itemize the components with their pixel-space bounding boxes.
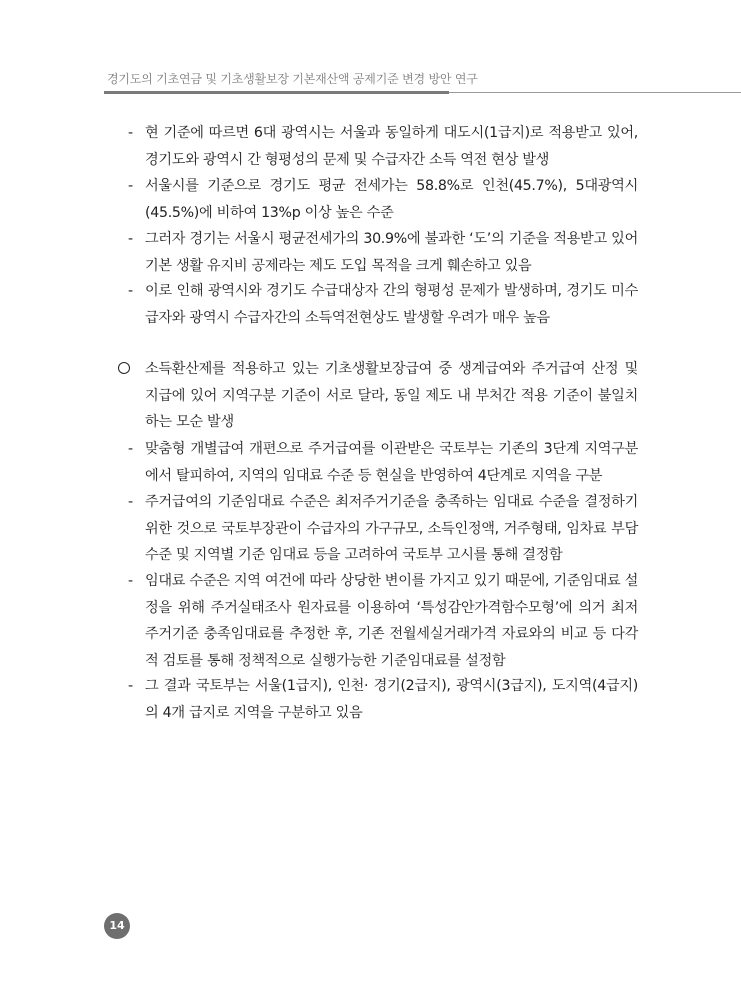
bullet-item	[128, 278, 638, 331]
bullet-text: 맞춤형 개별급여 개편으로 주거급여를 이관받은 국토부는 기존의 3단계 지역구분에서 탈피하여, 지역의 임대료 수준 등 현실을 반영하여 4단계로 지역을 구분	[145, 441, 638, 484]
circle-bullet-text: 소득환산제를 적용하고 있는 기초생활보장급여 중 생계급여와 주거급여 산정 및 지급에 있어 지역구분 기준이 서로 달라, 동일 제도 내 부처간 적용 기준이 불일치하는 모순 발생	[145, 361, 638, 430]
bullet-item	[128, 436, 638, 489]
circle-bullet-item	[118, 356, 638, 436]
bullet-text: 임대료 수준은 지역 여건에 따라 상당한 변이를 가지고 있기 때문에, 기준임대료 설정을 위해 주거실태조사 원자료를 이용하여 ‘특성감안가격함수모형’에 의거 최저주거기준 충족임대료를 추정한 후, 기존 전월세실거래가격 자료와의 비교 등 다각적 검토를 통해 정책적으로 실행가능한 기준임대료를 설정함	[145, 573, 638, 669]
dash-marker: -	[128, 178, 133, 194]
bullet-text: 그 결과 국토부는 서울(1급지), 인천· 경기(2급지), 광역시(3급지), 도지역(4급지)의 4개 급지로 지역을 구분하고 있음	[145, 678, 638, 721]
dash-marker: -	[128, 573, 133, 589]
bullet-item	[128, 673, 638, 726]
bullet-item	[128, 226, 638, 279]
bullet-text: 이로 인해 광역시와 경기도 수급대상자 간의 형평성 문제가 발생하며, 경기도 미수급자와 광역시 수급자간의 소득역전현상도 발생할 우려가 매우 높음	[145, 283, 638, 326]
dash-marker: -	[128, 678, 133, 694]
bullet-text: 현 기준에 따르면 6대 광역시는 서울과 동일하게 대도시(1급지)로 적용받고 있어, 경기도와 광역시 간 형평성의 문제 및 수급자간 소득 역전 현상 발생	[145, 125, 638, 168]
bullet-text: 그러자 경기는 서울시 평균전세가의 30.9%에 불과한 ‘도’의 기준을 적용받고 있어 기본 생활 유지비 공제라는 제도 도입 목적을 크게 훼손하고 있음	[145, 231, 638, 274]
bullet-item	[128, 173, 638, 226]
bullet-text: 주거급여의 기준임대료 수준은 최저주거기준을 충족하는 임대료 수준을 결정하기 위한 것으로 국토부장관이 수급자의 가구규모, 소득인정액, 거주형태, 임차료 부담수준 및 지역별 기준 임대료 등을 고려하여 국토부 고시를 통해 결정함	[145, 494, 638, 563]
bullet-item	[128, 489, 638, 569]
header-rule-accent	[104, 91, 449, 94]
dash-marker: -	[128, 283, 133, 299]
bullet-item	[128, 120, 638, 173]
running-header-title: 경기도의 기초연금 및 기초생활보장 기본재산액 공제기준 변경 방안 연구	[107, 72, 478, 86]
bullet-text: 서울시를 기준으로 경기도 평균 전세가는 58.8%로 인천(45.7%), 5대광역시(45.5%)에 비하여 13%p 이상 높은 수준	[145, 178, 638, 221]
dash-marker: -	[128, 494, 133, 510]
bullet-item	[128, 568, 638, 674]
dash-marker: -	[128, 231, 133, 247]
circle-bullet-icon	[118, 356, 130, 384]
dash-marker: -	[128, 125, 133, 141]
page-number-badge: 14	[104, 913, 130, 939]
dash-marker: -	[128, 441, 133, 457]
